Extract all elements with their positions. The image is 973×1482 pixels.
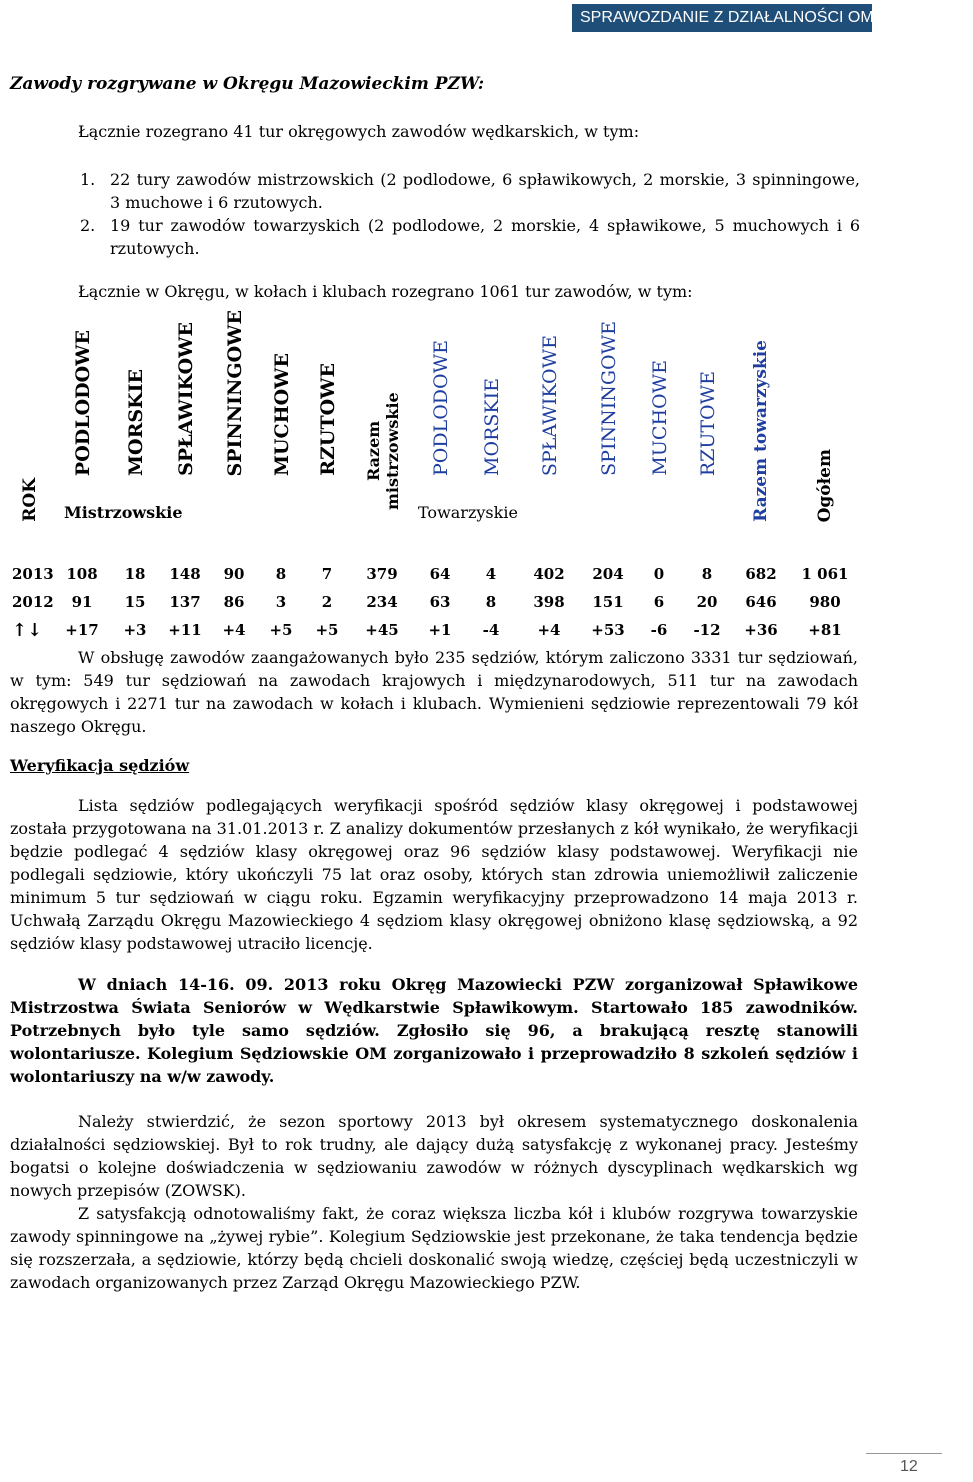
col-header xyxy=(684,310,730,530)
cell: 90 xyxy=(223,565,245,583)
col-label: SPŁAWIKOWE xyxy=(539,334,561,476)
cell: +53 xyxy=(591,621,625,639)
list-item-text: 22 tury zawodów mistrzowskich (2 podlodowe, 6 spławikowych, 2 morskie, 3 spinningowe, 3 muchowe i 6 rzutowych. xyxy=(110,170,860,212)
col-header xyxy=(516,310,582,530)
col-header xyxy=(110,310,160,530)
group-mistrzowskie-label: Mistrzowskie xyxy=(64,503,183,522)
group-towarzyskie-label: Towarzyskie xyxy=(418,503,518,522)
table-row xyxy=(10,616,858,644)
cell: +11 xyxy=(168,621,202,639)
list-item-number: 2. xyxy=(80,216,96,235)
table-row xyxy=(10,588,858,616)
ogolem-label: Ogółem xyxy=(815,448,835,522)
cell: 63 xyxy=(429,593,451,611)
table-row xyxy=(10,560,858,588)
rok-header xyxy=(10,310,54,530)
col-header xyxy=(582,310,634,530)
col-label: MUCHOWE xyxy=(271,352,293,476)
col-label: SPINNINGOWE xyxy=(598,321,620,476)
competition-list xyxy=(80,168,860,260)
col-header xyxy=(304,310,350,530)
cell: 151 xyxy=(592,593,624,611)
list-item xyxy=(80,168,860,214)
col-label: RZUTOWE xyxy=(697,370,719,476)
cell: -12 xyxy=(693,621,721,639)
conclusion-paragraph: Z satysfakcją odnotowaliśmy fakt, że coraz większa liczba kół i klubów rozgrywa towarzyskie zawody spinningowe na „żywej rybie”. Kolegium Sędziowskie jest przekonane, że taka tendencja będzie się rozszerzała, a sędziowie, którzy będą chcieli doskonalić swoją wiedzę, częściej będą uczestniczyli w zawodach organizowanych przez Zarząd Okręgu Mazowieckiego PZW. xyxy=(10,1204,858,1292)
conclusion xyxy=(10,1110,858,1294)
list-item-number: 1. xyxy=(80,170,96,189)
cell: +5 xyxy=(269,621,293,639)
col-header-ogolem xyxy=(792,310,858,530)
cell: 86 xyxy=(223,593,245,611)
cell: -4 xyxy=(482,621,500,639)
cell: +4 xyxy=(537,621,561,639)
cell: 3 xyxy=(275,593,287,611)
report-title: SPRAWOZDANIE Z DZIAŁALNOŚCI OMPZW xyxy=(580,9,910,26)
section-title: Zawody rozgrywane w Okręgu Mazowieckim PZW: xyxy=(10,74,485,94)
col-header xyxy=(258,310,304,530)
cell: 15 xyxy=(124,593,146,611)
rok-label: ROK xyxy=(20,478,40,522)
col-label: SPŁAWIKOWE xyxy=(175,322,197,476)
cell: 148 xyxy=(169,565,201,583)
table-header-row xyxy=(10,310,858,530)
cell: 0 xyxy=(653,565,665,583)
verification-heading: Weryfikacja sędziów xyxy=(10,756,190,775)
cell: 6 xyxy=(653,593,665,611)
cell: 8 xyxy=(275,565,287,583)
list-item-text: 19 tur zawodów towarzyskich (2 podlodowe, 2 morskie, 4 spławikowe, 5 muchowych i 6 rzutowych. xyxy=(110,216,860,258)
cell: +45 xyxy=(365,621,399,639)
col-header xyxy=(634,310,684,530)
col-label: PODLODOWE xyxy=(72,329,94,476)
cell: +36 xyxy=(744,621,778,639)
cell: +3 xyxy=(123,621,147,639)
cell: 234 xyxy=(366,593,398,611)
row-year: 2012 xyxy=(12,593,54,611)
cell: 7 xyxy=(321,565,333,583)
cell: 64 xyxy=(429,565,451,583)
footer-divider xyxy=(866,1453,942,1454)
cell: 1 061 xyxy=(801,565,849,583)
cell: 204 xyxy=(592,565,624,583)
cell: 8 xyxy=(701,565,713,583)
col-header xyxy=(210,310,258,530)
col-header-razem-mistrzowskie xyxy=(350,310,414,530)
cell: 379 xyxy=(366,565,398,583)
cell: 20 xyxy=(696,593,718,611)
cell: +5 xyxy=(315,621,339,639)
col-header xyxy=(466,310,516,530)
cell: +1 xyxy=(428,621,452,639)
championship-paragraph: W dniach 14-16. 09. 2013 roku Okręg Mazowiecki PZW zorganizował Spławikowe Mistrzostwa Świata Seniorów w Wędkarstwie Spławikowym. Startowało 185 zawodników. Potrzebnych było tyle samo sędziów. Zgłosiło się 96, a brakującą resztę stanowili wolontariusze. Kolegium Sędziowskie OM zorganizowało i przeprowadziło 8 szkoleń sędziów i wolontariuszy na w/w zawody. xyxy=(10,975,858,1086)
verification-paragraph: Lista sędziów podlegających weryfikacji spośród sędziów klasy okręgowej i podstawowej została przygotowana na 31.01.2013 r. Z analizy dokumentów przesłanych z kół wynikało, że weryfikacji będzie podlegać 4 sędziów klasy okręgowej oraz 96 sędziów klasy podstawowej. Weryfikacji nie podlegali sędziowie, który ukończyli 75 lat oraz osoby, których stan zdrowia uniemożliwił zaliczenie minimum 5 tur sędziowań w ciągu roku. Egzamin weryfikacyjny przeprowadzono 14 maja 2013 r. Uchwałą Zarządu Okręgu Mazowieckiego 4 sędziom klasy okręgowej obniżono klasę sędziowską, a 92 sędziów klasy podstawowej utraciło licencję. xyxy=(10,796,858,953)
page-number: 12 xyxy=(900,1458,918,1475)
competition-stats-table xyxy=(10,310,858,644)
cell: 18 xyxy=(124,565,146,583)
cell: 137 xyxy=(169,593,201,611)
cell: 980 xyxy=(809,593,841,611)
cell: 682 xyxy=(745,565,777,583)
razem-mistrzowskie-label: Razem mistrzowskie xyxy=(364,392,402,510)
col-label: MORSKIE xyxy=(481,378,503,476)
row-change-arrows: ↑↓ xyxy=(12,619,43,641)
cell: 108 xyxy=(66,565,98,583)
cell: +17 xyxy=(65,621,99,639)
cell: +4 xyxy=(222,621,246,639)
col-label: MUCHOWE xyxy=(649,360,671,476)
cell: 2 xyxy=(321,593,333,611)
row-year: 2013 xyxy=(12,565,54,583)
col-label: SPINNINGOWE xyxy=(224,309,246,476)
list-item xyxy=(80,214,860,260)
report-year: 2013 r. xyxy=(923,9,973,26)
cell: 4 xyxy=(485,565,497,583)
intro-text: Łącznie rozegrano 41 tur okręgowych zawodów wędkarskich, w tym: xyxy=(78,122,640,141)
summary-text: Łącznie w Okręgu, w kołach i klubach rozegrano 1061 tur zawodów, w tym: xyxy=(78,282,693,301)
cell: 398 xyxy=(533,593,565,611)
cell: 646 xyxy=(745,593,777,611)
col-label: PODLODOWE xyxy=(430,340,452,476)
col-label: RZUTOWE xyxy=(317,363,339,476)
cell: 91 xyxy=(71,593,93,611)
report-header xyxy=(572,4,973,32)
razem-towarzyskie-label: Razem towarzyskie xyxy=(751,340,771,522)
col-label: MORSKIE xyxy=(125,369,147,476)
cell: 402 xyxy=(533,565,565,583)
judges-paragraph: W obsługę zawodów zaangażowanych było 235 sędziów, którym zaliczono 3331 tur sędziowań, w tym: 549 tur sędziowań na zawodach krajowych i międzynarodowych, 511 tur na zawodach okręgowych i 2271 tur na zawodach w kołach i klubach. Wymienieni sędziowie reprezentowali 79 kół naszego Okręgu. xyxy=(10,648,858,736)
cell: 8 xyxy=(485,593,497,611)
col-header-razem-towarzyskie xyxy=(730,310,792,530)
cell: +81 xyxy=(808,621,842,639)
col-header xyxy=(160,310,210,530)
cell: -6 xyxy=(650,621,668,639)
conclusion-paragraph: Należy stwierdzić, że sezon sportowy 2013 był okresem systematycznego doskonalenia działalności sędziowskiej. Był to rok trudny, ale dający dużą satysfakcję z wykonanej pracy. Jesteśmy bogatsi o kolejne doświadczenia w sędziowaniu zawodów w różnych dyscyplinach wędkarskich wg nowych przepisów (ZOWSK). xyxy=(10,1112,858,1200)
